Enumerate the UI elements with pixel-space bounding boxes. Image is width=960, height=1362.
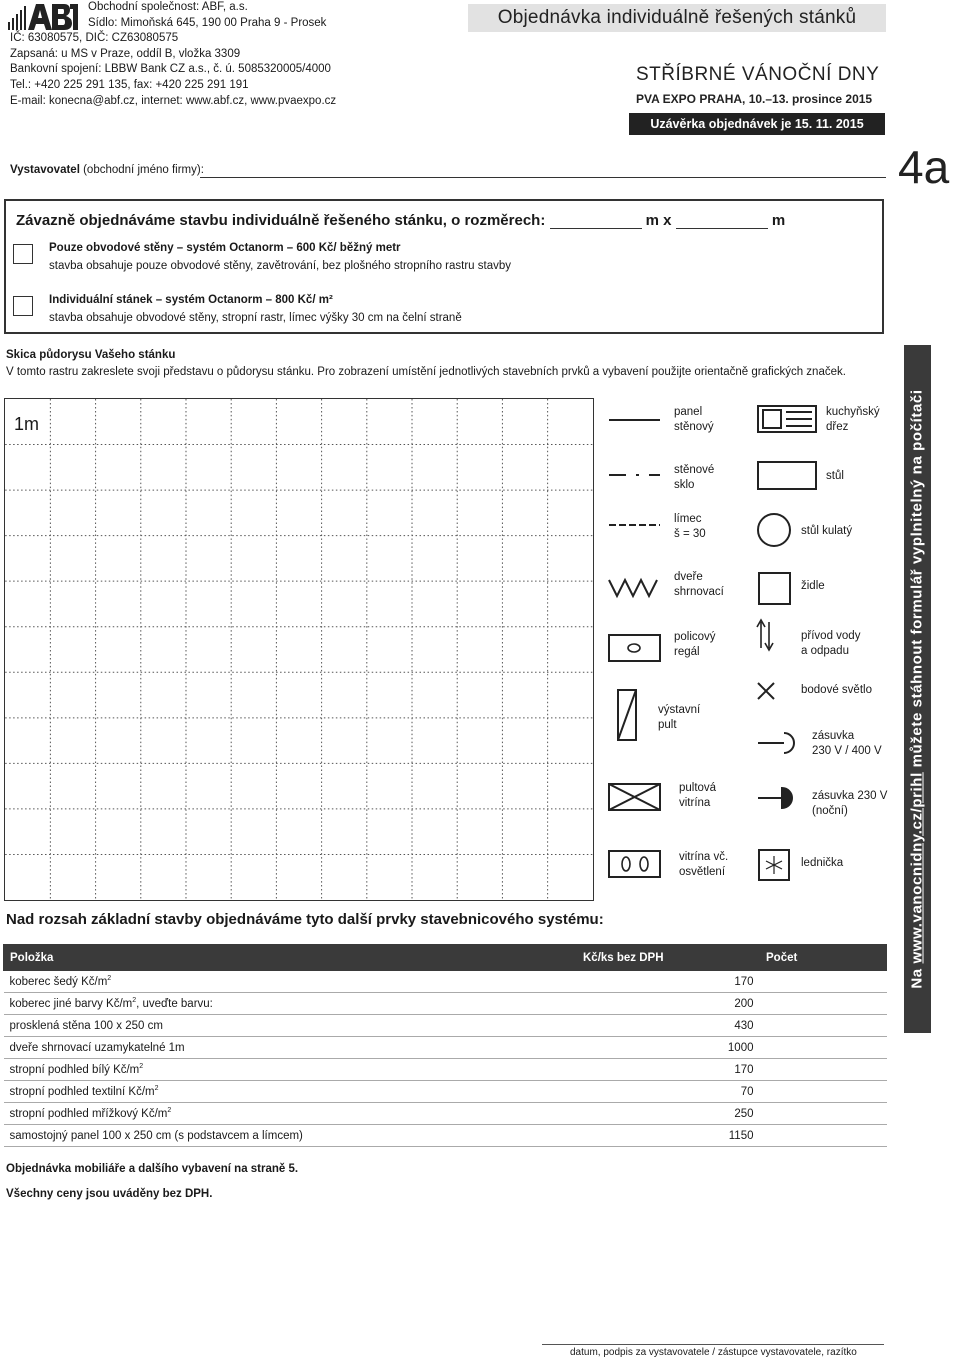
sketch-grid[interactable] [4, 398, 594, 901]
legend-night-socket: zásuvka 230 V (noční) [812, 790, 888, 817]
chair-icon [759, 573, 790, 604]
item-price: 250 [577, 1103, 760, 1125]
table-row [4, 1059, 887, 1081]
event-place: PVA EXPO PRAHA, 10.–13. prosince 2015 [636, 92, 873, 106]
exhibitor-name-field[interactable] [200, 177, 886, 178]
legend-fascia: límec š = 30 [674, 513, 706, 540]
table-row [4, 993, 887, 1015]
company-address: Sídlo: Mimoňská 645, 190 00 Praha 9 - Prosek [88, 16, 327, 29]
download-note: Na www.vanocnidny.cz/prihl můžete stáhnout formulář vyplnitelný na počítači [908, 389, 926, 989]
download-link[interactable]: www.vanocnidny.cz/prihl [908, 772, 926, 964]
sketch-desc: V tomto rastru zakreslete svoji představu o půdorysu stánku. Pro zobrazení umístění jednotlivých stavebních prvků a vybavení použijte orientačně grafických značek. [6, 366, 846, 378]
unit-m-x: m x [645, 212, 672, 229]
perimeter-walls-checkbox[interactable] [13, 244, 33, 264]
night-socket-icon [758, 788, 792, 808]
item-count-field[interactable] [760, 1125, 887, 1147]
col-price: Kč/ks bez DPH [577, 945, 760, 971]
legend-counter-showcase: pultová vitrína [679, 782, 717, 809]
water-supply-icon [757, 620, 773, 650]
event-name: STŘÍBRNÉ VÁNOČNÍ DNY [636, 64, 880, 85]
depth-field[interactable] [676, 228, 768, 229]
legend-round-table: stůl kulatý [801, 525, 853, 537]
col-count: Počet [760, 945, 887, 971]
item-price: 1150 [577, 1125, 760, 1147]
order-heading: Závazně objednáváme stavbu individuálně řešeného stánku, o rozměrech: m x m [16, 212, 786, 229]
item-count-field[interactable] [760, 1015, 887, 1037]
table-row [4, 1037, 887, 1059]
company-email: E-mail: konecna@abf.cz, internet: www.abf.cz, www.pvaexpo.cz [10, 94, 337, 107]
legend-display-desk: výstavní pult [658, 704, 701, 731]
counter-showcase-icon [609, 784, 660, 810]
shelf-icon [609, 635, 660, 661]
form-number: 4a [898, 141, 950, 193]
exhibitor-label: Vystavovatel (obchodní jméno firmy): [10, 164, 204, 176]
item-name: stropní podhled textilní $Kč/m^2$ [4, 1081, 577, 1103]
fridge-icon [759, 850, 789, 880]
table-header [4, 945, 887, 971]
item-count-field[interactable] [760, 1037, 887, 1059]
item-name: koberec šedý $Kč/m^2$ [4, 971, 577, 993]
legend-symbols-left [604, 400, 674, 890]
signature-label: datum, podpis za vystavovatele / zástupce vystavovatele, razítko [570, 1347, 857, 1358]
item-count-field[interactable] [760, 971, 887, 993]
additional-heading: Nad rozsah základní stavby objednáváme tyto další prvky stavebnicového systému: [6, 911, 604, 928]
legend-kitchen-sink: kuchyňský dřez [826, 406, 880, 433]
company-bank: Bankovní spojení: LBBW Bank CZ a.s., č. ú. 5085320005/4000 [10, 63, 331, 76]
table-row [4, 971, 887, 993]
legend-wall-glass: stěnové sklo [674, 464, 715, 491]
table-row [4, 1015, 887, 1037]
item-name: dveře shrnovací uzamykatelné 1m [4, 1037, 577, 1059]
item-price: 70 [577, 1081, 760, 1103]
table-icon [758, 462, 816, 489]
legend-chair: židle [801, 580, 825, 592]
item-name: stropní podhled bílý $Kč/m^2$ [4, 1059, 577, 1081]
item-name: stropní podhled mřížkový $Kč/m^2$ [4, 1103, 577, 1125]
table-row [4, 1125, 887, 1147]
item-count-field[interactable] [760, 1103, 887, 1125]
individual-stand-checkbox[interactable] [13, 296, 33, 316]
legend-socket: zásuvka 230 V / 400 V [812, 730, 882, 757]
legend-table: stůl [826, 470, 844, 482]
width-field[interactable] [550, 228, 642, 229]
folding-door-icon [609, 580, 657, 596]
item-count-field[interactable] [760, 1081, 887, 1103]
item-price: 430 [577, 1015, 760, 1037]
company-ids: IČ: 63080575, DIČ: CZ63080575 [10, 32, 179, 45]
spotlight-icon [758, 683, 774, 699]
item-name: samostojný panel 100 x 250 cm (s podstavcem a límcem) [4, 1125, 577, 1147]
deadline-banner: Uzávěrka objednávek je 15. 11. 2015 [629, 113, 885, 135]
legend-shelf: policový regál [674, 631, 716, 658]
item-price: 170 [577, 971, 760, 993]
table-row [4, 1103, 887, 1125]
option-title: Individuální stánek – systém Octanorm – 800 Kč/ m² [49, 294, 333, 306]
kitchen-sink-icon [758, 406, 816, 432]
item-count-field[interactable] [760, 993, 887, 1015]
company-phone: Tel.: +420 225 291 135, fax: +420 225 291 191 [10, 78, 249, 91]
form-title: Objednávka individuálně řešených stánků [468, 4, 886, 32]
option-desc: stavba obsahuje obvodové stěny, stropní rastr, límec výšky 30 cm na čelní straně [49, 312, 462, 324]
company-registration: Zapsaná: u MS v Praze, oddíl B, vložka 3309 [10, 47, 241, 60]
round-table-icon [758, 514, 790, 546]
lit-showcase-icon [609, 851, 660, 877]
option-desc: stavba obsahuje pouze obvodové stěny, zavětrování, bez plošného stropního rastru stavby [49, 260, 511, 272]
legend-fridge: lednička [801, 857, 844, 869]
table-row [4, 1081, 887, 1103]
legend-panel: panel stěnový [674, 406, 714, 433]
item-price: 170 [577, 1059, 760, 1081]
items-table [3, 944, 887, 1147]
legend-folding-door: dveře shrnovací [674, 571, 724, 598]
option-title: Pouze obvodové stěny – systém Octanorm – 600 Kč/ běžný metr [49, 242, 401, 254]
item-price: 200 [577, 993, 760, 1015]
item-name: prosklená stěna 100 x 250 cm [4, 1015, 577, 1037]
item-count-field[interactable] [760, 1059, 887, 1081]
scale-label: 1m [14, 414, 40, 434]
sketch-title: Skica půdorysu Vašeho stánku [6, 349, 176, 361]
legend-lit-showcase: vitrína vč. osvětlení [679, 851, 729, 878]
furniture-note: Objednávka mobiliáře a dalšího vybavení na straně 5. [6, 1163, 299, 1175]
legend-spotlight: bodové světlo [801, 684, 872, 696]
item-name: koberec jiné barvy $Kč/m^2$, uveďte barvu: [4, 993, 577, 1015]
download-sidebar [904, 345, 931, 1033]
legend-water-supply: přívod vody a odpadu [801, 630, 861, 657]
company-name: Obchodní společnost: ABF, a.s. [88, 1, 248, 13]
item-price: 1000 [577, 1037, 760, 1059]
col-item: Položka [4, 945, 577, 971]
socket-icon [758, 733, 794, 753]
signature-field[interactable] [542, 1344, 884, 1345]
display-desk-icon [618, 690, 636, 740]
company-info [10, 0, 336, 109]
unit-m: m [771, 212, 786, 229]
vat-note: Všechny ceny jsou uváděny bez DPH. [6, 1188, 213, 1200]
